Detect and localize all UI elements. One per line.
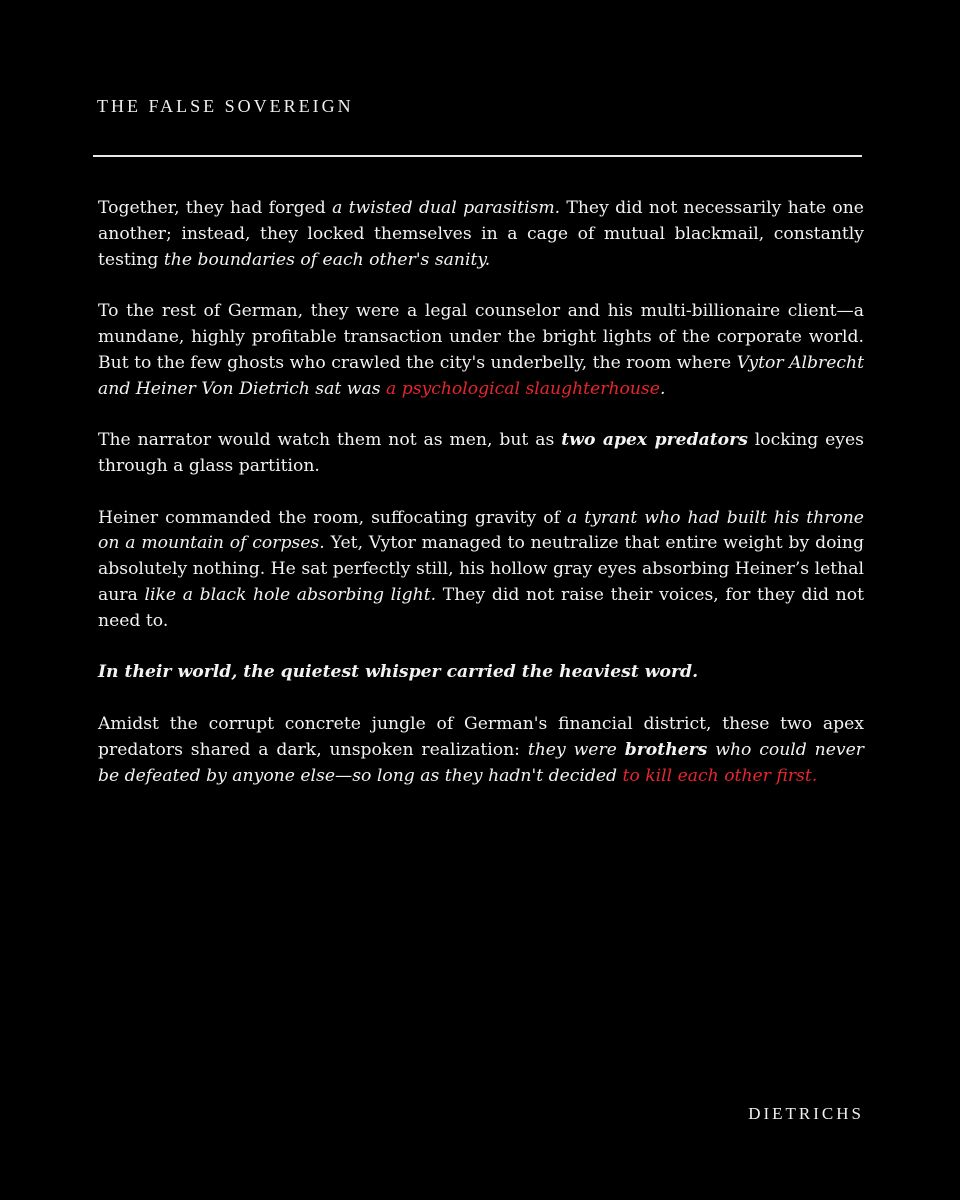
- italic-phrase: a twisted dual parasitism.: [332, 198, 561, 218]
- italic-phrase: Vytor Albrecht and Heiner Von Dietrich sat was: [98, 352, 864, 399]
- italic-phrase: who could never be defeated by anyone else—so long as they hadn't decided: [98, 739, 864, 786]
- paragraph-6: [98, 712, 864, 789]
- text-run: locking eyes through a glass partition.: [98, 430, 864, 476]
- header-divider: [93, 155, 862, 157]
- paragraph-4: [98, 506, 864, 635]
- italic-period: .: [659, 378, 666, 399]
- text-run: Amidst the corrupt concrete jungle of German's financial district, these two apex predators shared a dark, unspoken realization:: [98, 713, 864, 760]
- text-run: Together, they had forged: [98, 198, 333, 218]
- bold-italic-sentence: In their world, the quietest whisper carried the heaviest word.: [98, 662, 699, 683]
- italic-phrase: the boundaries of each other's sanity.: [163, 249, 491, 270]
- italic-phrase: they were: [527, 739, 625, 760]
- bold-italic-word: brothers: [624, 739, 708, 760]
- text-run: They did not raise their voices, for they did not need to.: [98, 584, 864, 631]
- page-title: THE FALSE SOVEREIGN: [97, 96, 354, 116]
- text-run: Yet, Vytor managed to neutralize that entire weight by doing absolutely nothing. He sat perfectly still, his hollow gray eyes absorbing Heiner’s lethal aura: [98, 533, 864, 605]
- paragraph-1: [98, 196, 864, 273]
- paragraph-5: [98, 660, 864, 686]
- story-body: [98, 196, 864, 815]
- italic-phrase: like a black hole absorbing light.: [144, 584, 437, 605]
- text-run: Heiner commanded the room, suffocating gravity of: [98, 507, 567, 528]
- paragraph-3: [98, 428, 864, 480]
- red-highlight-phrase: to kill each other first.: [622, 765, 818, 786]
- text-run: To the rest of German, they were a legal counselor and his multi-billionaire client—a mundane, highly profitable transaction under the bright lights of the corporate world. But to the few ghosts who crawled the city's underbelly, the room where: [98, 301, 864, 373]
- red-highlight-phrase: a psychological slaughterhouse: [385, 378, 660, 399]
- paragraph-2: [98, 299, 864, 402]
- text-run: They did not necessarily hate one another; instead, they locked themselves in a cage of mutual blackmail, constantly testing: [98, 198, 864, 270]
- text-run: The narrator would watch them not as men, but as: [98, 430, 562, 451]
- italic-phrase: a tyrant who had built his throne on a mountain of corpses.: [98, 507, 864, 554]
- bold-italic-phrase: two apex predators: [561, 430, 748, 451]
- author-signature: DIETRICHS: [748, 1104, 864, 1123]
